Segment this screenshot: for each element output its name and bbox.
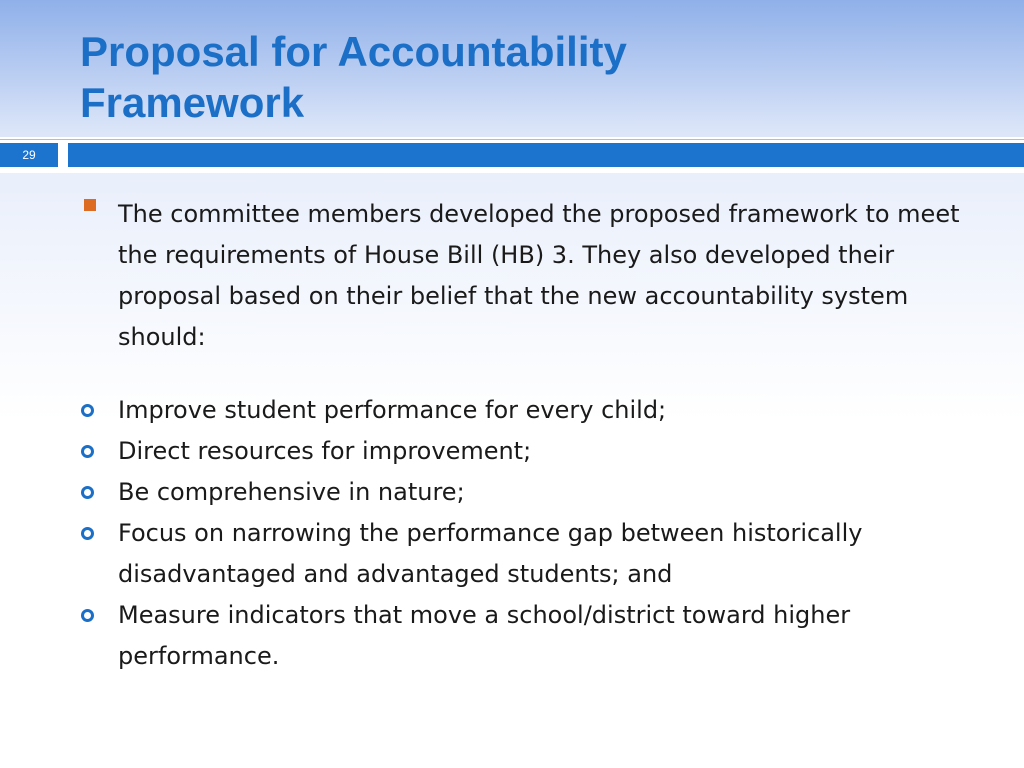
list-item-text: Measure indicators that move a school/district toward higher performance. — [118, 601, 851, 670]
header-divider — [0, 139, 1024, 140]
slide-body — [80, 194, 990, 677]
ring-bullet-icon — [81, 609, 94, 622]
square-bullet-icon — [84, 199, 96, 211]
list-item-text: Direct resources for improvement; — [118, 437, 532, 465]
list-item-text: Improve student performance for every child; — [118, 396, 667, 424]
slide-number: 29 — [0, 143, 58, 167]
list-item-text: Be comprehensive in nature; — [118, 478, 465, 506]
ring-bullet-icon — [81, 404, 94, 417]
ring-bullet-icon — [81, 486, 94, 499]
criteria-list — [80, 390, 990, 677]
ring-bullet-icon — [81, 527, 94, 540]
slide-title: Proposal for Accountability Framework — [80, 28, 627, 126]
list-item — [80, 595, 990, 677]
list-item — [80, 472, 990, 513]
list-item — [80, 390, 990, 431]
intro-paragraph — [80, 194, 990, 358]
ring-bullet-icon — [81, 445, 94, 458]
list-item — [80, 513, 990, 595]
intro-text: The committee members developed the proposed framework to meet the requirements of House Bill (HB) 3. They also developed their proposal based on their belief that the new accountability system should: — [118, 200, 960, 351]
header-bar — [68, 143, 1024, 167]
list-item — [80, 431, 990, 472]
list-item-text: Focus on narrowing the performance gap between historically disadvantaged and advantaged students; and — [118, 519, 863, 588]
